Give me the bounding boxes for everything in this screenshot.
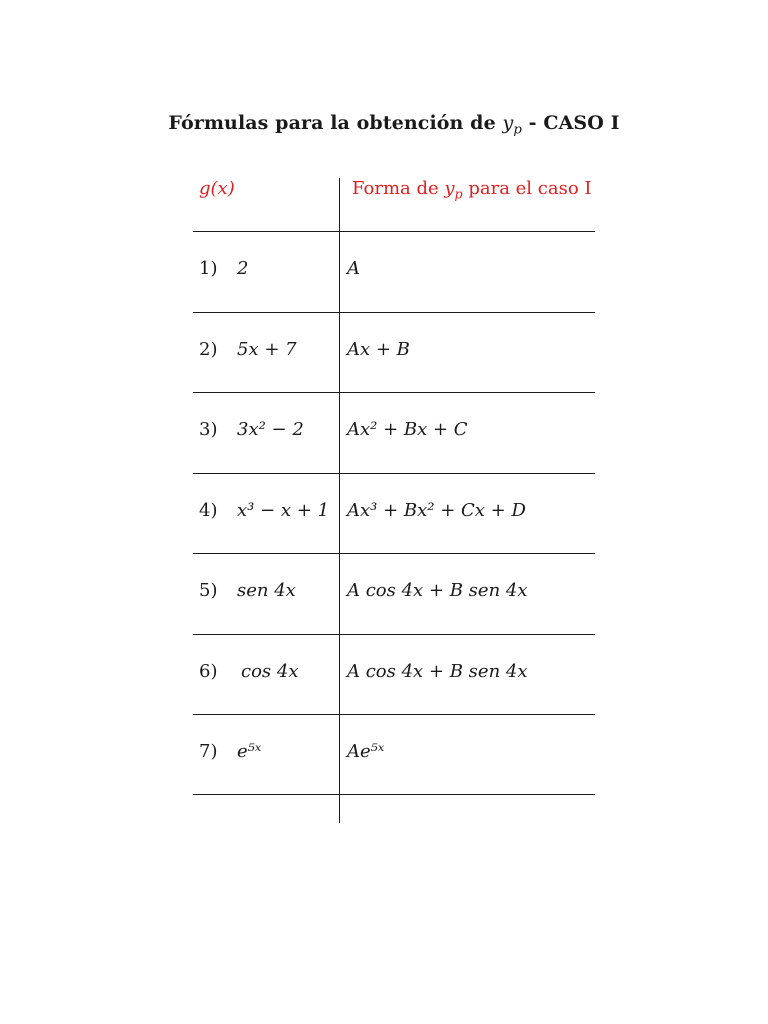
title-suffix: - CASO I	[521, 112, 620, 134]
title-prefix: Fórmulas para la obtención de	[168, 112, 503, 134]
header-gx-text: g(x)	[199, 178, 235, 199]
row-number: 2)	[199, 339, 218, 360]
row-number: 6)	[199, 661, 218, 682]
formula-table	[193, 178, 595, 823]
header-yp-prefix: Forma de	[352, 178, 445, 199]
row-gx: 3x² − 2	[237, 419, 304, 440]
header-yp-var-base: y	[444, 178, 455, 199]
row-gx: e⁵ˣ	[237, 741, 262, 762]
page-title	[0, 112, 768, 138]
header-yp-form	[352, 178, 592, 204]
row-divider	[193, 714, 595, 715]
row-yp: A cos 4x + B sen 4x	[347, 661, 528, 682]
table-row	[193, 661, 595, 687]
row-divider	[193, 794, 595, 795]
row-number: 3)	[199, 419, 218, 440]
row-divider	[193, 634, 595, 635]
row-divider	[193, 392, 595, 393]
row-yp: A cos 4x + B sen 4x	[347, 580, 528, 601]
table-row	[193, 580, 595, 606]
row-divider	[193, 473, 595, 474]
header-gx	[199, 178, 235, 204]
row-number: 7)	[199, 741, 218, 762]
row-divider	[193, 553, 595, 554]
row-gx: x³ − x + 1	[237, 500, 330, 521]
row-number: 1)	[199, 258, 218, 279]
row-yp: Ax³ + Bx² + Cx + D	[347, 500, 526, 521]
title-var-sub: p	[513, 122, 522, 138]
row-gx: cos 4x	[241, 661, 299, 682]
row-yp: Ae⁵ˣ	[347, 741, 385, 762]
table-row	[193, 339, 595, 365]
row-gx: sen 4x	[237, 580, 296, 601]
row-yp: Ax + B	[347, 339, 410, 360]
table-row	[193, 258, 595, 284]
table-row	[193, 419, 595, 445]
header-yp-var-sub: p	[454, 186, 463, 202]
row-number: 5)	[199, 580, 218, 601]
header-yp-suffix: para el caso I	[462, 178, 592, 199]
row-gx: 5x + 7	[237, 339, 297, 360]
row-yp: Ax² + Bx + C	[347, 419, 468, 440]
title-var	[502, 112, 522, 138]
row-divider	[193, 312, 595, 313]
row-divider	[193, 231, 595, 232]
table-row	[193, 741, 595, 767]
row-gx: 2	[237, 258, 249, 279]
table-row	[193, 500, 595, 526]
title-var-base: y	[502, 112, 514, 134]
row-number: 4)	[199, 500, 218, 521]
header-yp-var	[444, 178, 463, 202]
row-yp: A	[347, 258, 360, 279]
